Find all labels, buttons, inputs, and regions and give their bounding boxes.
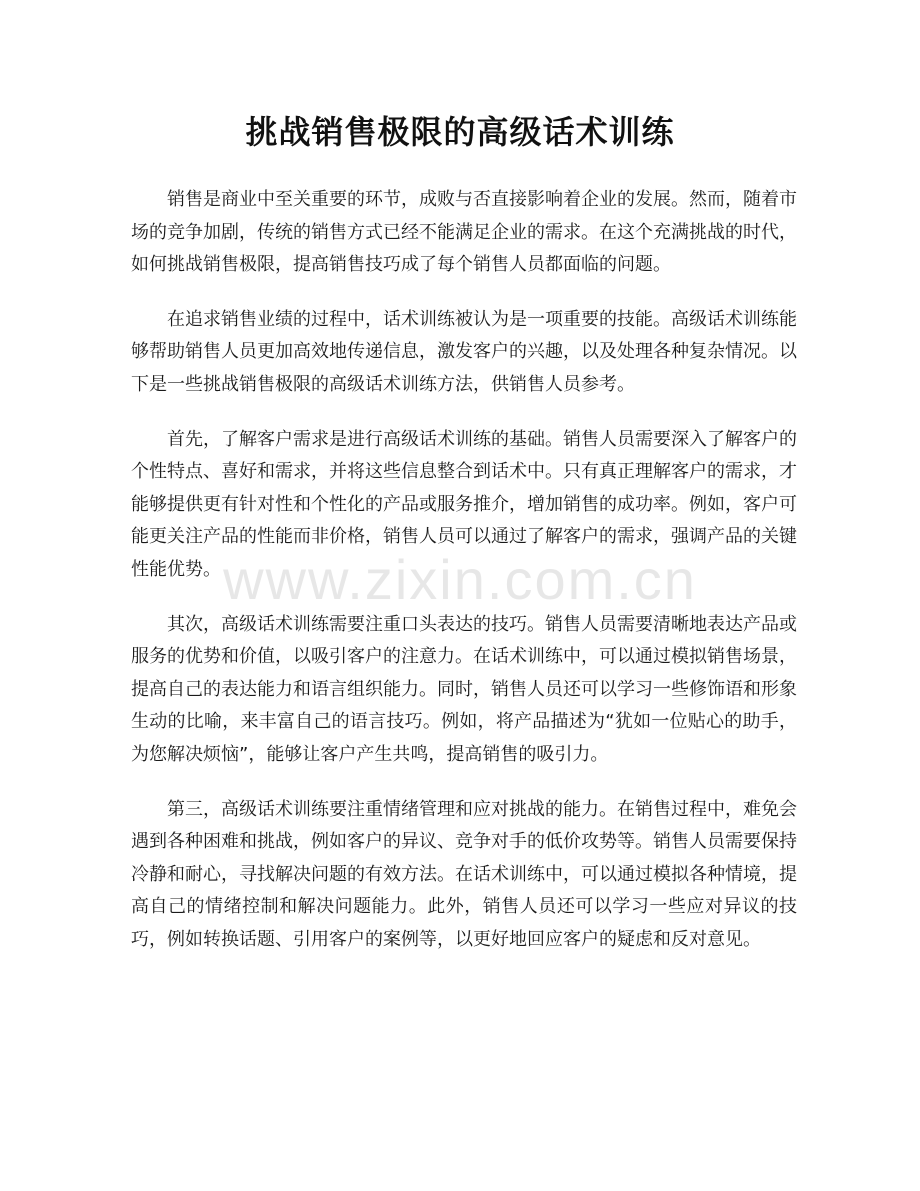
paragraph-2: 在追求销售业绩的过程中，话术训练被认为是一项重要的技能。高级话术训练能够帮助销售人员更加高效地传递信息，激发客户的兴趣，以及处理各种复杂情况。以下是一些挑战销售极限的高级话术训练方法，供销售人员参考。 bbox=[131, 308, 797, 395]
paragraph-4: 其次，高级话术训练需要注重口头表达的技巧。销售人员需要清晰地表达产品或服务的优势和价值，以吸引客户的注意力。在话术训练中，可以通过模拟销售场景，提高自己的表达能力和语言组织能力。同时，销售人员还可以学习一些修饰语和形象生动的比喻，来丰富自己的语言技巧。例如，将产品描述为“犹如一位贴心的助手，为您解决烦恼”，能够让客户产生共鸣，提高销售的吸引力。 bbox=[131, 613, 797, 765]
document-body bbox=[131, 184, 797, 978]
paragraph-3: 首先，了解客户需求是进行高级话术训练的基础。销售人员需要深入了解客户的个性特点、喜好和需求，并将这些信息整合到话术中。只有真正理解客户的需求，才能够提供更有针对性和个性化的产品或服务推介，增加销售的成功率。例如，客户可能更关注产品的性能而非价格，销售人员可以通过了解客户的需求，强调产品的关键性能优势。 bbox=[131, 428, 797, 580]
paragraph-5: 第三，高级话术训练要注重情绪管理和应对挑战的能力。在销售过程中，难免会遇到各种困难和挑战，例如客户的异议、竞争对手的低价攻势等。销售人员需要保持冷静和耐心，寻找解决问题的有效方法。在话术训练中，可以通过模拟各种情境，提高自己的情绪控制和解决问题能力。此外，销售人员还可以学习一些应对异议的技巧，例如转换话题、引用客户的案例等，以更好地回应客户的疑虑和反对意见。 bbox=[131, 798, 797, 950]
paragraph-1: 销售是商业中至关重要的环节，成败与否直接影响着企业的发展。然而，随着市场的竞争加剧，传统的销售方式已经不能满足企业的需求。在这个充满挑战的时代，如何挑战销售极限，提高销售技巧成了每个销售人员都面临的问题。 bbox=[131, 189, 797, 276]
watermark-text: www.zixin.com.cn bbox=[223, 548, 697, 611]
document-title: 挑战销售极限的高级话术训练 bbox=[245, 113, 675, 151]
